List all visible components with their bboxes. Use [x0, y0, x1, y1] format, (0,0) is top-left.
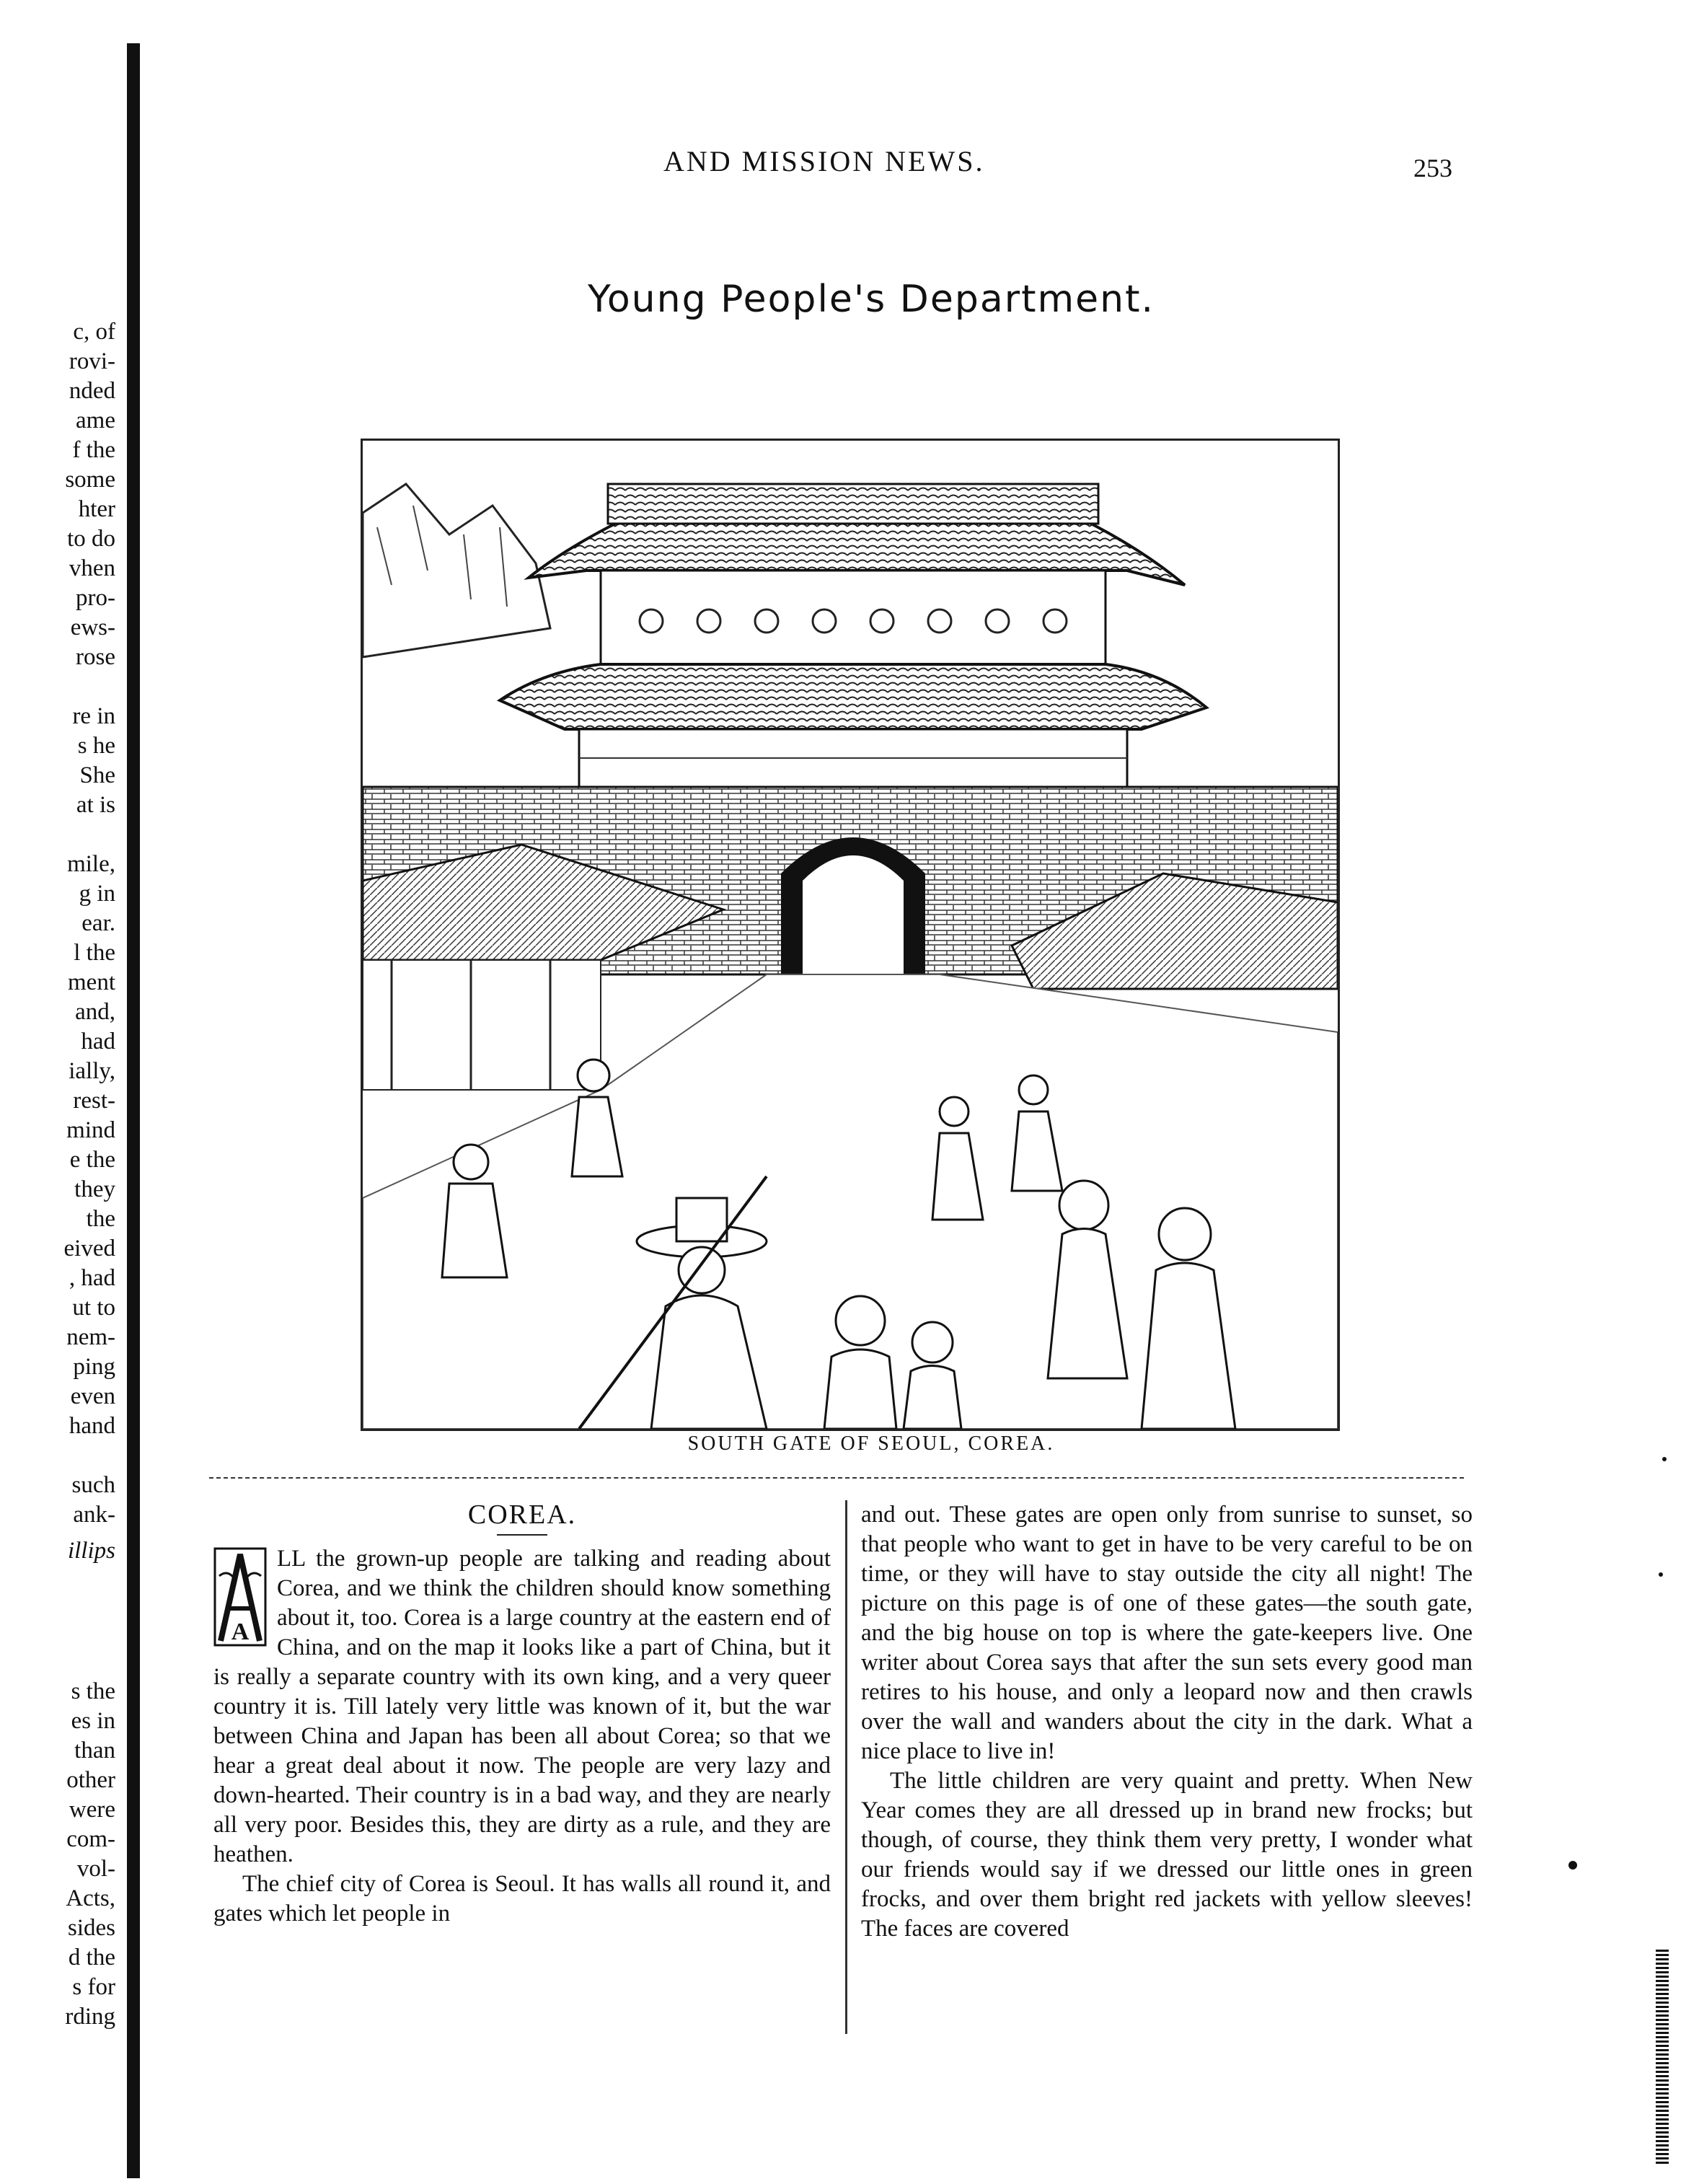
- scan-edge-strip: [1656, 1947, 1669, 2164]
- south-gate-illustration: [361, 439, 1340, 1431]
- page-number: 253: [1413, 154, 1452, 182]
- section-title: Young People's Department.: [588, 278, 1155, 321]
- ink-speck: [1662, 1457, 1667, 1461]
- ink-speck: [1659, 1572, 1663, 1577]
- svg-text:A: A: [231, 1619, 250, 1645]
- ink-dot: [1568, 1861, 1577, 1870]
- title-rule: [497, 1534, 547, 1536]
- adjacent-page-fragment-lower: s the es in than other were com- vol- Acts, sides d the s for rding: [65, 1678, 115, 2030]
- running-head: AND MISSION NEWS.: [663, 145, 985, 177]
- article-paragraph-2-continued: and out. These gates are open only from sunrise to sunset, so that people who want to get in have to be very careful to be on time, or they will have to stay outside the city all night! The picture on this page is of one of these gates—the south gate, and the big house on top is where the gate-keepers live. One writer about Corea says that after the sun sets every good man retires to his house, and only a leopard now and then crawls over the wall and wanders about the city in the dark. What a nice place to live in!: [861, 1502, 1473, 1764]
- illustration-caption: SOUTH GATE OF SEOUL, COREA.: [687, 1432, 1055, 1455]
- adjacent-page-fragment-upper: c, of rovi- nded ame f the some hter to do vhen pro- ews- rose re in s he She at is mile, g in ear. l the ment and, had ially, rest- mind e the they the eived , had ut to nem- ping even hand such ank-: [63, 319, 115, 1528]
- article-column-right: [861, 1500, 1473, 1944]
- column-divider: [845, 1500, 847, 2034]
- article-paragraph-1: LL the grown-up people are talking and reading about Corea, and we think the children should know something about it, too. Corea is a large country at the eastern end of China, and on the map it looks like a part of China, but it is really a separate country with its own king, and a very queer country it is. Till lately very little was known of it, but the war between China and Japan has been all about Corea; so that we hear a great deal about it now. The people are very lazy and down-hearted. Their country is in a bad way, and they are nearly all very poor. Besides this, they are dirty as a rule, and they are heathen.: [213, 1546, 831, 1867]
- page-binding-edge: [127, 43, 140, 2178]
- article-paragraph-3: The little children are very quaint and pretty. When New Year comes they are all dressed up in brand new frocks; but though, of course, they think them very pretty, I wonder what our friends would say if we dressed our little ones in green frocks, and over them bright red jackets with yellow sleeves! The faces are covered: [861, 1768, 1473, 1942]
- adjacent-page-fragment-italic: illips: [67, 1538, 115, 1564]
- article-column-left: [213, 1500, 831, 1929]
- article-title: COREA.: [467, 1500, 577, 1530]
- ornamental-drop-cap: [213, 1547, 267, 1647]
- separator-rule: [209, 1477, 1464, 1479]
- article-paragraph-2: The chief city of Corea is Seoul. It has walls all round it, and gates which let people in: [213, 1871, 831, 1927]
